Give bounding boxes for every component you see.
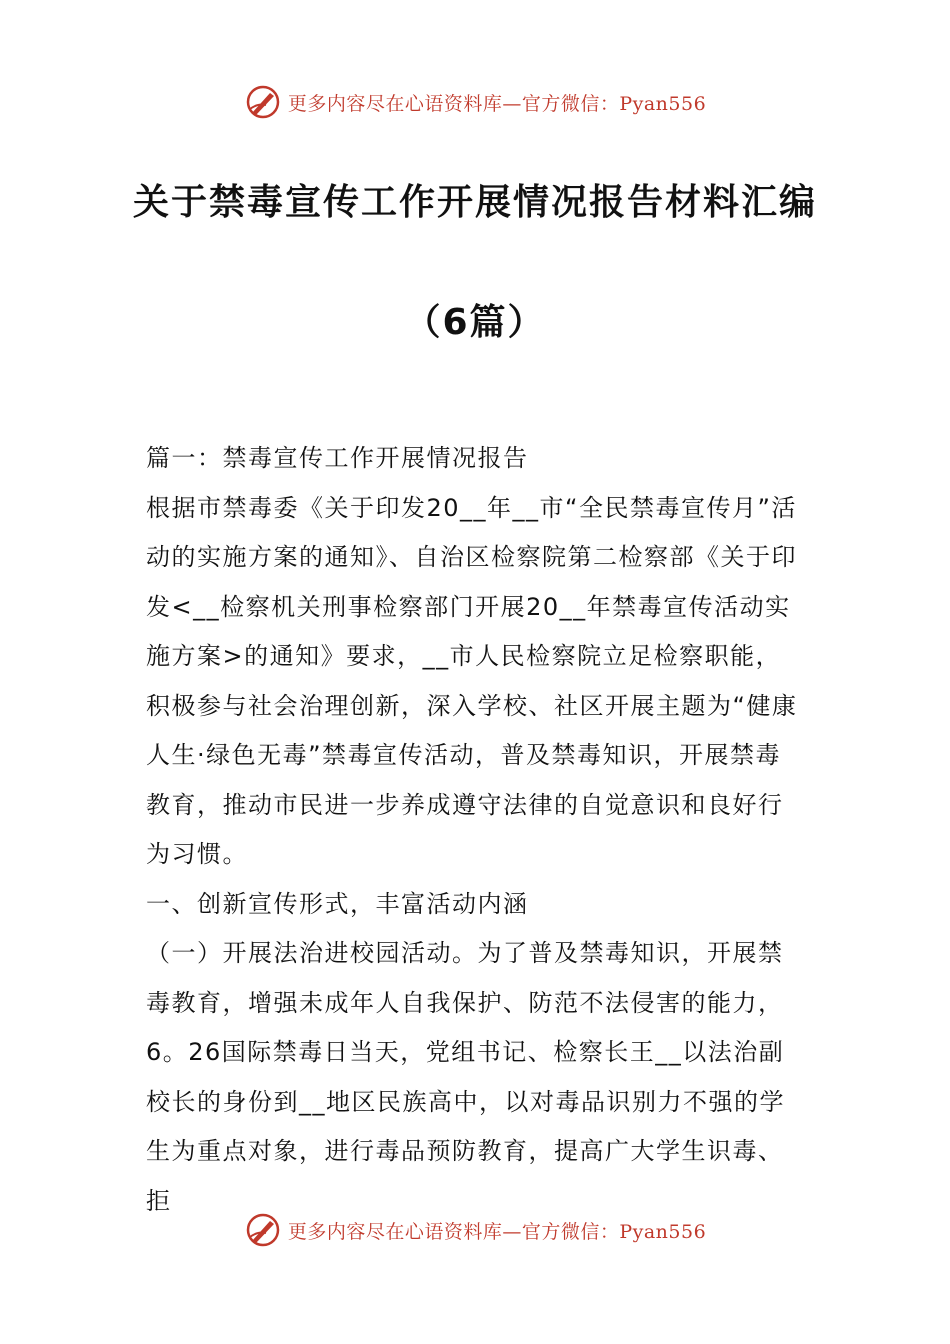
header-banner (0, 82, 950, 122)
footer-banner-text: 更多内容尽在心语资料库—官方微信：Pyan556 (287, 1220, 707, 1243)
pen-logo-icon (244, 83, 282, 121)
subheading: 一、创新宣传形式，丰富活动内涵 (146, 889, 529, 918)
paragraph: （一）开展法治进校园活动。为了普及禁毒知识，开展禁毒教育，增强未成年人自我保护、防范不法侵害的能力，6。26国际禁毒日当天，党组书记、检察长王__以法治副校长的身份到__地区民族高中，以对毒品识别力不强的学生为重点对象，进行毒品预防教育，提高广大学生识毒、拒 (146, 939, 785, 1215)
header-banner-text: 更多内容尽在心语资料库—官方微信：Pyan556 (287, 92, 707, 115)
paragraph: 根据市禁毒委《关于印发20__年__市“全民禁毒宣传月”活动的实施方案的通知》、自治区检察院第二检察部《关于印发<__检察机关刑事检察部门开展20__年禁毒宣传活动实施方案>的通知》要求，__市人民检察院立足检察职能，积极参与社会治理创新，深入学校、社区开展主题为“健康人生·绿色无毒”禁毒宣传活动，普及禁毒知识，开展禁毒教育，推动市民进一步养成遵守法律的自觉意识和良好行为习惯。 (146, 493, 798, 868)
pen-logo-icon (244, 1211, 282, 1249)
document-subtitle: （6篇） (404, 302, 546, 343)
footer-banner (0, 1210, 950, 1250)
document-title: 关于禁毒宣传工作开展情况报告材料汇编 (132, 182, 817, 223)
document-body (146, 434, 806, 1226)
section-heading: 篇一：禁毒宣传工作开展情况报告 (146, 444, 529, 472)
